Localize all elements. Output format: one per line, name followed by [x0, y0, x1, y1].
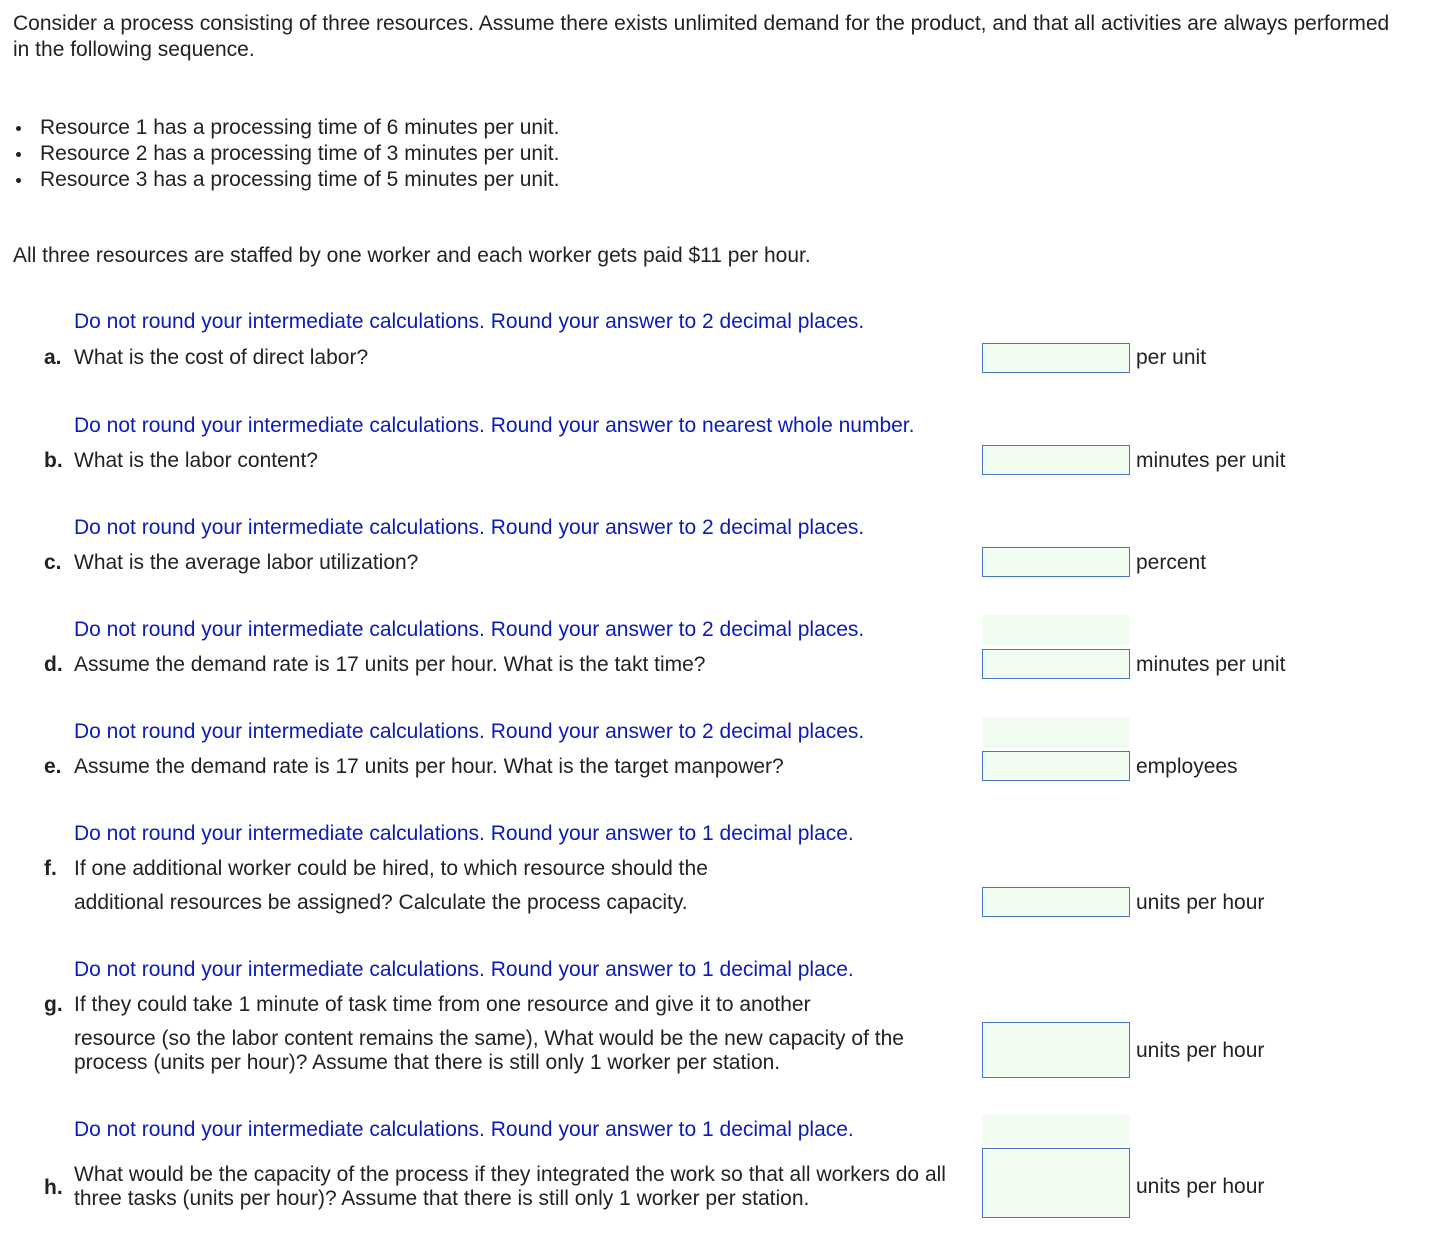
answer-input-d[interactable]: [982, 649, 1130, 679]
question-text-f-line2: additional resources be assigned? Calculate the process capacity.: [74, 891, 688, 914]
answer-shadow-e: [982, 717, 1130, 747]
staffing-paragraph: All three resources are staffed by one worker and each worker gets paid $11 per hour.: [13, 244, 811, 267]
answer-input-b[interactable]: [982, 445, 1130, 475]
unit-label-f: units per hour: [1136, 891, 1265, 914]
question-text-f-line1: If one additional worker could be hired, to which resource should the: [74, 857, 708, 880]
instruction-h: Do not round your intermediate calculations. Round your answer to 1 decimal place.: [74, 1118, 854, 1141]
unit-label-g: units per hour: [1136, 1039, 1265, 1062]
unit-label-e: employees: [1136, 755, 1238, 778]
instruction-a: Do not round your intermediate calculations. Round your answer to 2 decimal places.: [74, 310, 865, 333]
question-text-a: What is the cost of direct labor?: [74, 346, 369, 369]
unit-label-d: minutes per unit: [1136, 653, 1286, 676]
answer-shadow-h: [982, 1115, 1130, 1145]
question-letter-b: b.: [44, 449, 63, 472]
question-text-b: What is the labor content?: [74, 449, 318, 472]
unit-label-c: percent: [1136, 551, 1207, 574]
answer-input-h[interactable]: [982, 1148, 1130, 1218]
question-letter-c: c.: [44, 551, 62, 574]
question-text-h: What would be the capacity of the process if they integrated the work so that all workers do all three tasks (units per hour)? Assume that there is still only 1 worker per station.: [74, 1163, 946, 1210]
question-text-c: What is the average labor utilization?: [74, 551, 419, 574]
instruction-c: Do not round your intermediate calculations. Round your answer to 2 decimal places.: [74, 516, 865, 539]
question-letter-f: f.: [44, 857, 57, 880]
list-item: Resource 2 has a processing time of 3 minutes per unit.: [13, 141, 559, 167]
instruction-e: Do not round your intermediate calculations. Round your answer to 2 decimal places.: [74, 720, 865, 743]
question-letter-g: g.: [44, 993, 63, 1016]
question-text-g-line1: If they could take 1 minute of task time from one resource and give it to another: [74, 993, 811, 1016]
answer-shadow-d: [982, 615, 1130, 645]
unit-label-b: minutes per unit: [1136, 449, 1286, 472]
instruction-b: Do not round your intermediate calculations. Round your answer to nearest whole number.: [74, 414, 915, 437]
question-text-g-line2: resource (so the labor content remains the same), What would be the new capacity of the process (units per hour)? Assume that there is still only 1 worker per station.: [74, 1027, 904, 1074]
instruction-d: Do not round your intermediate calculations. Round your answer to 2 decimal places.: [74, 618, 865, 641]
question-text-d: Assume the demand rate is 17 units per hour. What is the takt time?: [74, 653, 706, 676]
list-item: Resource 3 has a processing time of 5 minutes per unit.: [13, 167, 559, 193]
question-letter-e: e.: [44, 755, 62, 778]
answer-input-c[interactable]: [982, 547, 1130, 577]
list-item: Resource 1 has a processing time of 6 minutes per unit.: [13, 115, 559, 141]
answer-input-f[interactable]: [982, 887, 1130, 917]
instruction-f: Do not round your intermediate calculations. Round your answer to 1 decimal place.: [74, 822, 854, 845]
intro-paragraph: Consider a process consisting of three resources. Assume there exists unlimited demand for the product, and that all activities are always performed in the following sequence.: [13, 12, 1390, 61]
answer-input-e[interactable]: [982, 751, 1130, 781]
unit-label-h: units per hour: [1136, 1175, 1265, 1198]
answer-input-a[interactable]: [982, 343, 1130, 373]
answer-input-g[interactable]: [982, 1022, 1130, 1078]
question-text-e: Assume the demand rate is 17 units per hour. What is the target manpower?: [74, 755, 784, 778]
question-letter-a: a.: [44, 346, 62, 369]
unit-label-a: per unit: [1136, 346, 1207, 369]
instruction-g: Do not round your intermediate calculations. Round your answer to 1 decimal place.: [74, 958, 854, 981]
question-letter-d: d.: [44, 653, 63, 676]
resource-list: [13, 115, 559, 193]
question-letter-h: h.: [44, 1176, 63, 1199]
